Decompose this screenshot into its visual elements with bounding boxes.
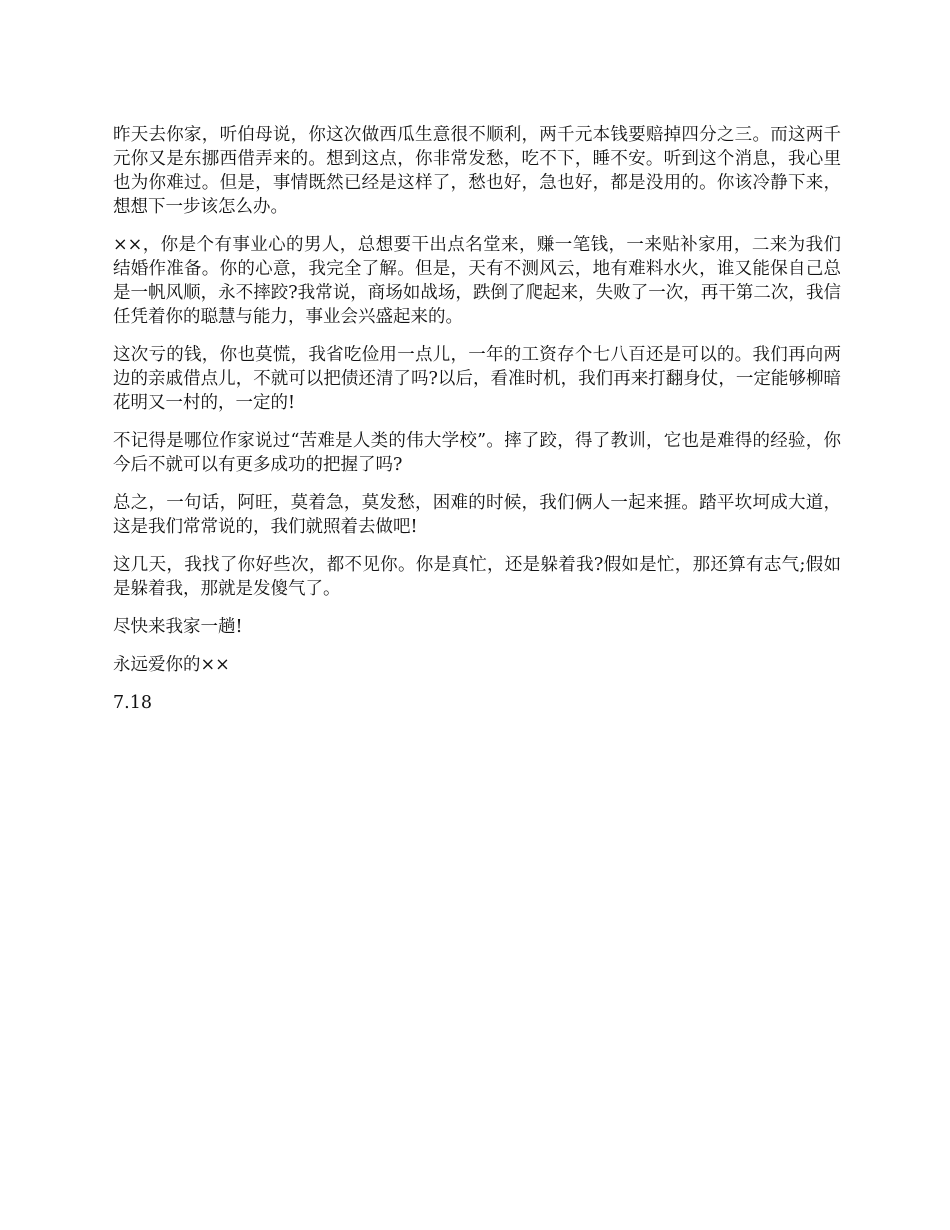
signature: 永远爱你的×× xyxy=(113,655,230,675)
paragraph-3: 这次亏的钱，你也莫慌，我省吃俭用一点儿，一年的工资存个七八百还是可以的。我们再向两边的亲戚借点儿，不就可以把债还清了吗?以后，看准时机，我们再来打翻身仗，一定能够柳暗花明又一村的，一定的! xyxy=(113,345,841,413)
paragraph-1: 昨天去你家，听伯母说，你这次做西瓜生意很不顺利，两千元本钱要赔掉四分之三。而这两千元你又是东挪西借弄来的。想到这点，你非常发愁，吃不下，睡不安。听到这个消息，我心里也为你难过。但是，事情既然已经是这样了，愁也好，急也好，都是没用的。你该冷静下来，想想下一步该怎么办。 xyxy=(113,125,841,217)
letter-body xyxy=(113,123,841,729)
letter-date: 7.18 xyxy=(113,693,152,713)
paragraph-5: 总之，一句话，阿旺，莫着急，莫发愁，困难的时候，我们俩人一起来捱。踏平坎坷成大道，这是我们常常说的，我们就照着去做吧! xyxy=(113,493,841,537)
paragraph-6: 这几天，我找了你好些次，都不见你。你是真忙，还是躲着我?假如是忙，那还算有志气;假如是躲着我，那就是发傻气了。 xyxy=(113,555,841,599)
paragraph-2: ××，你是个有事业心的男人，总想要干出点名堂来，赚一笔钱，一来贴补家用，二来为我们结婚作准备。你的心意，我完全了解。但是，天有不测风云，地有难料水火，谁又能保自己总是一帆风顺，永不摔跤?我常说，商场如战场，跌倒了爬起来，失败了一次，再干第二次，我信任凭着你的聪慧与能力，事业会兴盛起来的。 xyxy=(113,235,841,327)
paragraph-7: 尽快来我家一趟! xyxy=(113,617,243,637)
paragraph-4: 不记得是哪位作家说过“苦难是人类的伟大学校”。摔了跤，得了教训，它也是难得的经验，你今后不就可以有更多成功的把握了吗? xyxy=(113,431,841,475)
